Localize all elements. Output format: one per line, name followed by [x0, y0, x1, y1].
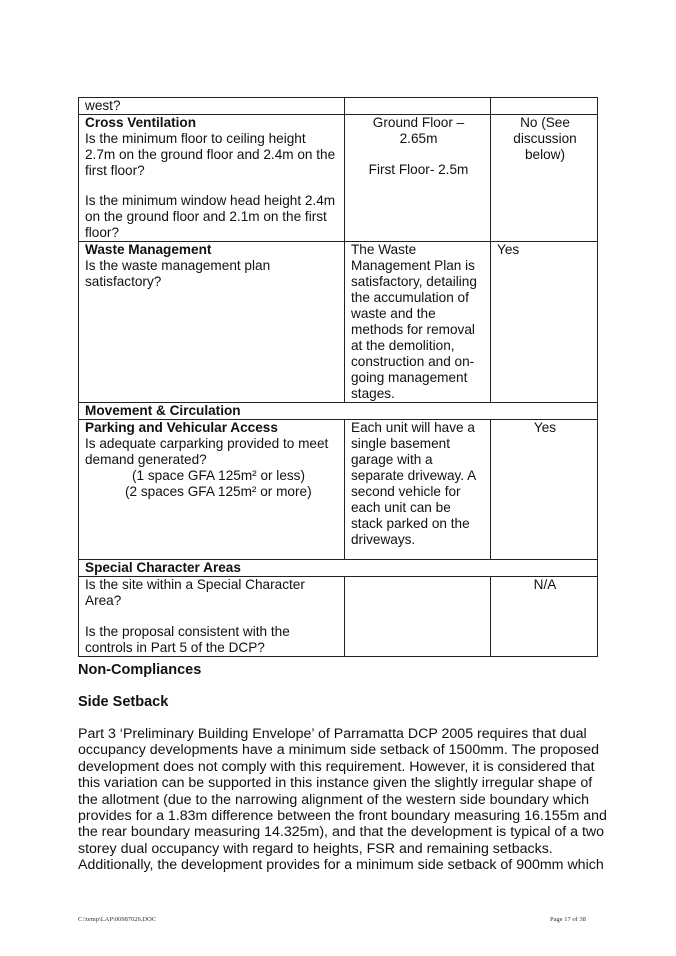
- detail-cell: The Waste Management Plan is satisfactory, detailing the accumulation of waste and the methods for removal at the demolition, construction and on- going management stages.: [345, 242, 491, 403]
- table-row: [79, 420, 598, 560]
- question-cell: Is the site within a Special Character Area? Is the proposal consistent with the controls in Part 5 of the DCP?: [79, 577, 345, 657]
- table-row: [79, 242, 598, 403]
- section-heading: Movement & Circulation: [85, 403, 241, 418]
- detail-cell: Each unit will have a single basement garage with a separate driveway. A second vehicle for each unit can be stack parked on the driveways.: [345, 420, 491, 560]
- question-cell: Waste Management Is the waste management plan satisfactory?: [79, 242, 345, 403]
- question-cell: west?: [79, 98, 345, 115]
- footer-page-number: Page 17 of 38: [550, 916, 586, 923]
- section-heading: Special Character Areas: [85, 560, 241, 575]
- non-compliances-heading: Non-Compliances: [78, 662, 202, 678]
- question-cell: Cross Ventilation Is the minimum floor to ceiling height 2.7m on the ground floor and 2.4m on the first floor? Is the minimum window head height 2.4m on the ground floor and 2.1m on the first floor?: [79, 115, 345, 242]
- section-row: [79, 403, 598, 420]
- compliance-table: [78, 97, 598, 657]
- side-setback-heading: Side Setback: [78, 694, 169, 710]
- row-heading: Waste Management: [85, 242, 212, 257]
- result-cell: No (See discussion below): [491, 115, 598, 242]
- table-row: [79, 577, 598, 657]
- result-cell: Yes: [491, 242, 598, 403]
- detail-cell: Ground Floor – 2.65m First Floor- 2.5m: [345, 115, 491, 242]
- section-row: [79, 560, 598, 577]
- question-cell: Parking and Vehicular Access Is adequate carparking provided to meet demand generated? (1 space GFA 125m² or less) (2 spaces GFA 125m² or more): [79, 420, 345, 560]
- table-row: [79, 115, 598, 242]
- row-heading: Parking and Vehicular Access: [85, 420, 278, 435]
- result-cell: N/A: [491, 577, 598, 657]
- row-heading: Cross Ventilation: [85, 115, 197, 130]
- body-paragraph: Part 3 ‘Preliminary Building Envelope’ of Parramatta DCP 2005 requires that dual occupancy developments have a minimum side setback of 1500mm. The proposed development does not comply with this requirement. However, it is considered that this variation can be supported in this instance given the slightly irregular shape of the allotment (due to the narrowing alignment of the western side boundary which provides for a 1.83m difference between the front boundary measuring 16.155m and the rear boundary measuring 14.325m), and that the development is typical of a two storey dual occupancy with regard to heights, FSR and remaining setbacks. Additionally, the development provides for a minimum side setback of 900mm which: [78, 726, 607, 874]
- result-cell: Yes: [491, 420, 598, 560]
- table-row: [79, 98, 598, 115]
- footer-file-path: C:\temp\LAP\00987026.DOC: [78, 916, 157, 923]
